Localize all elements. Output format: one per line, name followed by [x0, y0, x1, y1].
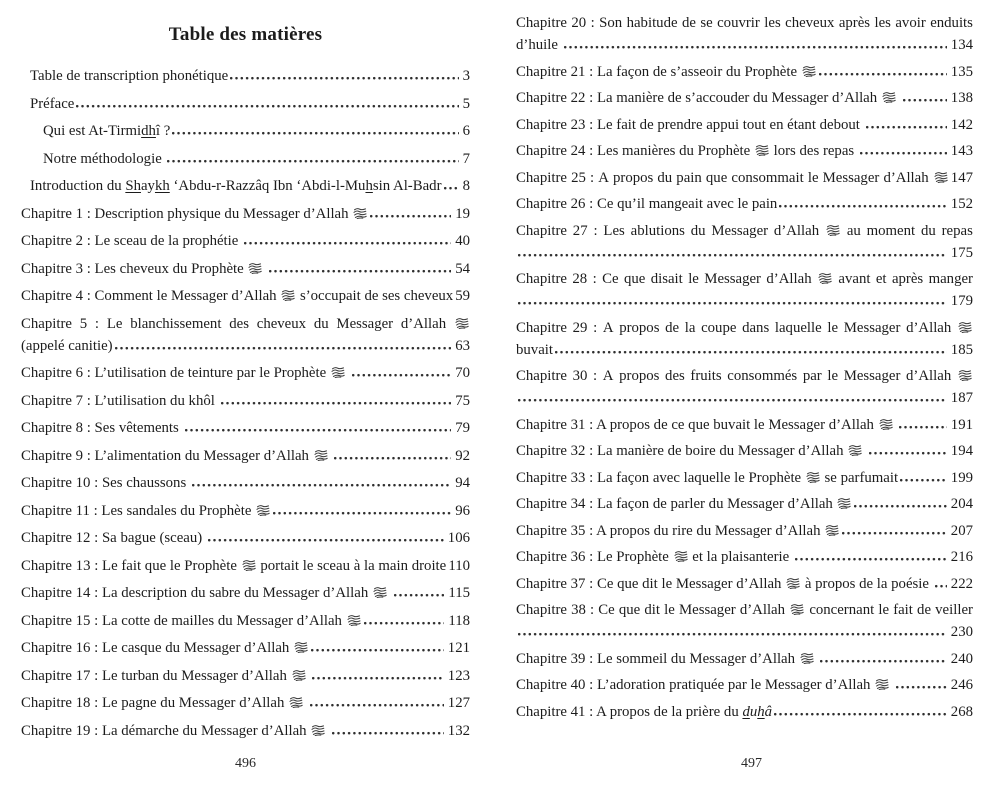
toc-entry — [21, 720, 470, 742]
entry-text: Chapitre 30 : A propos des fruits consommés par le Messager d’Allah — [516, 365, 973, 387]
entry-text: Chapitre 14 : La description du sabre du Messager d’Allah — [21, 582, 392, 604]
toc-entry — [21, 203, 470, 225]
toc-entry — [516, 268, 973, 312]
entry-text: Chapitre 7 : L’utilisation du khôl — [21, 392, 219, 409]
toc-entry — [21, 390, 470, 412]
toc-line — [516, 317, 973, 339]
toc-line — [21, 555, 470, 577]
pbuh-icon — [790, 603, 804, 615]
page-number: 59 — [455, 288, 470, 304]
entry-text: Chapitre 3 : Les cheveux du Prophète — [21, 258, 267, 280]
page-number: 268 — [950, 703, 973, 720]
toc-line — [21, 313, 470, 335]
toc-entry — [21, 148, 470, 170]
toc-line — [516, 467, 973, 489]
dot-leader — [444, 186, 459, 190]
toc-line — [516, 220, 973, 242]
entry-text: Chapitre 36 : Le Prophète et la plaisanterie — [516, 549, 793, 565]
toc-line — [516, 621, 973, 643]
toc-entry — [21, 527, 470, 549]
dot-leader — [564, 45, 947, 49]
toc-line — [516, 140, 973, 162]
toc-line — [21, 637, 470, 659]
entry-text: Introduction du Shaykh ‘Abdu-r-Razzâq Ibn ‘Abdi-l-Muhsin Al-Badr — [30, 178, 442, 194]
page-number: 3 — [462, 68, 470, 84]
entry-text: Préface — [30, 95, 75, 112]
pbuh-icon — [958, 321, 972, 333]
page-number: 118 — [448, 612, 470, 629]
entry-text: Chapitre 40 : L’adoration pratiquée par le Messager d’Allah — [516, 674, 894, 696]
page-number: 240 — [950, 650, 973, 667]
pbuh-icon — [800, 652, 814, 664]
toc-title: Table des matières — [168, 24, 323, 45]
entry-text: Chapitre 18 : Le pagne du Messager d’Allah — [21, 692, 308, 714]
pbuh-icon — [248, 262, 262, 274]
dot-leader — [311, 648, 444, 652]
page-number: 5 — [462, 95, 470, 112]
toc-line — [43, 148, 470, 170]
toc-entry — [21, 313, 470, 357]
dot-leader — [310, 703, 444, 707]
dot-leader — [115, 346, 452, 350]
dot-leader — [273, 511, 451, 515]
toc-line — [21, 445, 470, 467]
toc-entry — [516, 193, 973, 215]
toc-line — [516, 365, 973, 387]
toc-line — [516, 339, 973, 361]
dot-leader — [854, 504, 946, 508]
pbuh-icon — [818, 272, 832, 284]
pbuh-icon — [848, 444, 862, 456]
page-number: 92 — [455, 447, 470, 464]
entry-text: Chapitre 4 : Comment le Messager d’Allah s’occupait de ses cheveux — [21, 288, 454, 304]
toc-line — [21, 472, 470, 494]
dot-leader — [518, 632, 947, 636]
toc-line — [516, 167, 973, 189]
page-number: 110 — [448, 557, 470, 574]
toc-line — [516, 414, 973, 436]
entry-text: Chapitre 31 : A propos de ce que buvait le Messager d’Allah — [516, 414, 897, 436]
pbuh-icon — [806, 471, 820, 483]
toc-line — [516, 268, 973, 290]
entry-text: (appelé canitie) — [21, 337, 113, 354]
pbuh-icon — [958, 369, 972, 381]
dot-leader — [352, 373, 452, 377]
dot-leader — [332, 731, 444, 735]
entry-text: Chapitre 21 : La façon de s’asseoir du Prophète — [516, 61, 817, 83]
toc-line — [21, 500, 470, 522]
toc-entry — [516, 674, 973, 696]
folio-left-page-number: 496 — [235, 756, 256, 771]
entry-text: Chapitre 11 : Les sandales du Prophète — [21, 500, 271, 522]
toc-entry — [21, 258, 470, 280]
folio-right-page-number: 497 — [741, 756, 762, 771]
toc-entry — [516, 467, 973, 489]
dot-leader — [518, 398, 947, 402]
entry-text: Chapitre 15 : La cotte de mailles du Messager d’Allah — [21, 610, 362, 632]
dot-leader — [185, 428, 452, 432]
pbuh-icon — [311, 724, 325, 736]
entry-text: Chapitre 26 : Ce qu’il mangeait avec le pain — [516, 196, 778, 212]
entry-text: Chapitre 17 : Le turban du Messager d’Allah — [21, 665, 310, 687]
pbuh-icon — [825, 524, 839, 536]
toc-entry — [21, 500, 470, 522]
page-number: 204 — [950, 496, 973, 512]
page-number: 207 — [950, 522, 973, 539]
pbuh-icon — [314, 449, 328, 461]
page-number: 19 — [455, 205, 470, 222]
entry-text: Chapitre 12 : Sa bague (sceau) — [21, 530, 206, 546]
entry-text: Chapitre 25 : A propos du pain que consommait le Messager d’Allah — [516, 167, 949, 189]
entry-text: buvait — [516, 341, 553, 358]
entry-text: Chapitre 23 : Le fait de prendre appui tout en étant debout — [516, 116, 864, 133]
toc-line — [516, 648, 973, 670]
toc-entry — [21, 610, 470, 632]
toc-entry — [21, 175, 470, 197]
entry-text: Chapitre 38 : Ce que dit le Messager d’Allah concernant le fait de veiller — [516, 602, 973, 618]
page-number: 194 — [950, 443, 973, 459]
page-number: 185 — [950, 341, 973, 358]
toc-line — [21, 362, 470, 384]
entry-text: Chapitre 22 : La manière de s’accouder du Messager d’Allah — [516, 87, 901, 109]
toc-entry — [516, 520, 973, 542]
page-number: 6 — [462, 123, 470, 139]
dot-leader — [334, 456, 451, 460]
page-number: 115 — [448, 585, 470, 601]
toc-line — [21, 527, 470, 549]
dot-leader — [896, 685, 947, 689]
left-page — [21, 0, 470, 800]
entry-text: Chapitre 13 : Le fait que le Prophète portait le sceau à la main droite — [21, 557, 447, 574]
toc-line — [516, 61, 973, 83]
pbuh-icon — [256, 504, 270, 516]
entry-text: Chapitre 28 : Ce que disait le Messager d’Allah avant et après manger — [516, 271, 973, 287]
toc-entry — [21, 555, 470, 577]
toc-line — [516, 674, 973, 696]
page-number: 222 — [950, 575, 973, 592]
toc-line — [516, 193, 973, 215]
toc-entry — [516, 114, 973, 136]
toc-line — [21, 335, 470, 357]
dot-leader — [230, 76, 458, 80]
toc-entry — [21, 417, 470, 439]
entry-text: Chapitre 37 : Ce que dit le Messager d’Allah à propos de la poésie — [516, 575, 933, 592]
page-number: 121 — [447, 640, 470, 656]
toc-line — [516, 546, 973, 568]
page-number: 75 — [455, 392, 470, 409]
page-number: 142 — [950, 116, 973, 133]
toc-entry — [516, 493, 973, 515]
pbuh-icon — [802, 65, 816, 77]
dot-leader — [779, 204, 946, 208]
toc-entry — [21, 65, 470, 87]
toc-line — [516, 599, 973, 621]
page-number: 191 — [950, 416, 973, 433]
toc-entry — [516, 87, 973, 109]
toc-line — [516, 114, 973, 136]
toc-line — [30, 175, 470, 197]
dot-leader — [518, 253, 947, 257]
page-number: 246 — [950, 677, 973, 693]
dot-leader — [518, 301, 947, 305]
toc-entry — [516, 648, 973, 670]
dot-leader — [221, 401, 452, 405]
toc-line — [516, 440, 973, 462]
page-number: 179 — [950, 293, 973, 309]
page-number: 106 — [447, 530, 470, 546]
toc-line — [21, 665, 470, 687]
toc-line — [21, 230, 470, 252]
toc-line — [516, 573, 973, 595]
toc-entries-right — [516, 0, 973, 723]
toc-entry — [516, 701, 973, 723]
dot-leader — [866, 125, 947, 129]
page-number: 134 — [950, 37, 973, 53]
toc-entry — [21, 120, 470, 142]
page-number: 187 — [950, 390, 973, 406]
page-number: 216 — [950, 549, 973, 565]
toc-line — [21, 610, 470, 632]
pbuh-icon — [837, 497, 851, 509]
toc-entry — [516, 546, 973, 568]
toc-line — [21, 258, 470, 280]
toc-entry — [21, 362, 470, 384]
entry-text: Chapitre 29 : A propos de la coupe dans laquelle le Messager d’Allah — [516, 317, 973, 339]
entry-text: Chapitre 24 : Les manières du Prophète lors des repas — [516, 143, 858, 159]
pbuh-icon — [289, 696, 303, 708]
toc-line — [21, 203, 470, 225]
dot-leader — [842, 531, 947, 535]
page-number: 230 — [950, 624, 973, 640]
entry-text: Chapitre 10 : Ses chaussons — [21, 475, 190, 491]
toc-line — [516, 387, 973, 409]
entry-text: Chapitre 16 : Le casque du Messager d’Allah — [21, 637, 309, 659]
pbuh-icon — [373, 586, 387, 598]
dot-leader — [860, 151, 947, 155]
page-number: 127 — [447, 695, 470, 711]
toc-entry — [516, 414, 973, 436]
pbuh-icon — [331, 366, 345, 378]
pbuh-icon — [755, 144, 769, 156]
toc-entry — [516, 12, 973, 56]
entry-text: Chapitre 39 : Le sommeil du Messager d’Allah — [516, 648, 818, 670]
page-number: 7 — [462, 150, 470, 167]
entry-text: Chapitre 27 : Les ablutions du Messager d’Allah au moment du repas — [516, 222, 973, 239]
pbuh-icon — [347, 614, 361, 626]
entry-text: Table de transcription phonétique — [30, 68, 229, 84]
toc-entry — [516, 220, 973, 264]
pbuh-icon — [875, 678, 889, 690]
dot-leader — [172, 131, 458, 135]
pbuh-icon — [353, 207, 367, 219]
pbuh-icon — [455, 317, 469, 329]
dot-leader — [900, 478, 947, 482]
page-number: 40 — [455, 233, 470, 249]
dot-leader — [903, 98, 947, 102]
pbuh-icon — [242, 559, 256, 571]
toc-entry — [21, 692, 470, 714]
toc-entry — [516, 167, 973, 189]
dot-leader — [364, 621, 445, 625]
page-number: 54 — [455, 260, 470, 277]
toc-line — [516, 701, 973, 723]
entry-text: Chapitre 35 : A propos du rire du Messager d’Allah — [516, 520, 840, 542]
toc-line — [30, 65, 470, 87]
page-number: 199 — [950, 469, 973, 486]
dot-leader — [819, 72, 947, 76]
toc-line — [30, 93, 470, 115]
page-number: 152 — [950, 196, 973, 212]
toc-line — [516, 242, 973, 264]
dot-leader — [394, 593, 445, 597]
dot-leader — [555, 350, 947, 354]
toc-line — [516, 87, 973, 109]
pbuh-icon — [882, 91, 896, 103]
page-number: 79 — [455, 420, 470, 436]
pbuh-icon — [934, 171, 948, 183]
toc-entry — [516, 573, 973, 595]
toc-entry — [516, 61, 973, 83]
toc-line — [516, 12, 973, 34]
entry-text: Chapitre 20 : Son habitude de se couvrir les cheveux après les avoir enduits — [516, 15, 973, 31]
toc-entries-left — [21, 65, 470, 742]
entry-text: Chapitre 2 : Le sceau de la prophétie — [21, 233, 243, 249]
dot-leader — [935, 584, 947, 588]
page-number: 135 — [950, 63, 973, 80]
entry-text: Chapitre 41 : A propos de la prière du duhâ — [516, 703, 773, 720]
dot-leader — [869, 451, 947, 455]
entry-text: Chapitre 9 : L’alimentation du Messager d’Allah — [21, 445, 332, 467]
dot-leader — [269, 269, 451, 273]
toc-line — [21, 390, 470, 412]
toc-line — [516, 34, 973, 56]
toc-entry — [21, 285, 470, 307]
page-number: 138 — [950, 90, 973, 106]
toc-entry — [21, 472, 470, 494]
entry-text: Chapitre 8 : Ses vêtements — [21, 420, 183, 436]
page-number: 175 — [950, 244, 973, 261]
page-number: 143 — [950, 143, 973, 159]
dot-leader — [208, 538, 444, 542]
right-page — [516, 0, 973, 800]
pbuh-icon — [879, 418, 893, 430]
entry-text: Chapitre 34 : La façon de parler du Messager d’Allah — [516, 493, 852, 515]
toc-line — [21, 417, 470, 439]
dot-leader — [192, 483, 451, 487]
dot-leader — [312, 676, 444, 680]
toc-entry — [516, 440, 973, 462]
pbuh-icon — [674, 550, 688, 562]
pbuh-icon — [294, 641, 308, 653]
toc-line — [21, 692, 470, 714]
toc-line — [516, 520, 973, 542]
entry-text: d’huile — [516, 37, 562, 53]
dot-leader — [820, 659, 946, 663]
toc-entry — [21, 637, 470, 659]
toc-line — [21, 720, 470, 742]
toc-entry — [21, 665, 470, 687]
entry-text: Notre méthodologie — [43, 150, 166, 167]
toc-line — [21, 285, 470, 307]
page-number: 8 — [462, 178, 470, 194]
dot-leader — [244, 241, 451, 245]
entry-text: Chapitre 33 : La façon avec laquelle le Prophète se parfumait — [516, 469, 899, 486]
page-number: 63 — [455, 337, 470, 354]
page-number: 70 — [455, 365, 470, 381]
dot-leader — [370, 214, 451, 218]
page-number: 147 — [950, 169, 973, 186]
toc-entry — [516, 140, 973, 162]
page-number: 96 — [455, 502, 470, 519]
entry-text: Qui est At-Tirmidhî ? — [43, 123, 171, 139]
toc-entry — [516, 599, 973, 643]
pbuh-icon — [786, 577, 800, 589]
entry-text: Chapitre 32 : La manière de boire du Messager d’Allah — [516, 440, 867, 462]
dot-leader — [795, 557, 947, 561]
toc-entry — [516, 317, 973, 361]
page-number: 132 — [447, 722, 470, 739]
entry-text: Chapitre 5 : Le blanchissement des cheveux du Messager d’Allah — [21, 313, 470, 335]
toc-entry — [21, 582, 470, 604]
toc-line — [43, 120, 470, 142]
entry-text: Chapitre 1 : Description physique du Messager d’Allah — [21, 203, 368, 225]
toc-line — [516, 290, 973, 312]
entry-text: Chapitre 6 : L’utilisation de teinture par le Prophète — [21, 362, 350, 384]
dot-leader — [167, 159, 458, 163]
dot-leader — [76, 104, 458, 108]
dot-leader — [774, 712, 947, 716]
toc-line — [516, 493, 973, 515]
page-number: 94 — [455, 475, 470, 491]
page-number: 123 — [447, 667, 470, 684]
pbuh-icon — [826, 224, 840, 236]
toc-entry — [21, 445, 470, 467]
toc-entry — [21, 93, 470, 115]
pbuh-icon — [292, 669, 306, 681]
toc-entry — [516, 365, 973, 409]
entry-text: Chapitre 19 : La démarche du Messager d’Allah — [21, 720, 330, 742]
pbuh-icon — [281, 289, 295, 301]
toc-entry — [21, 230, 470, 252]
toc-line — [21, 582, 470, 604]
dot-leader — [899, 425, 946, 429]
